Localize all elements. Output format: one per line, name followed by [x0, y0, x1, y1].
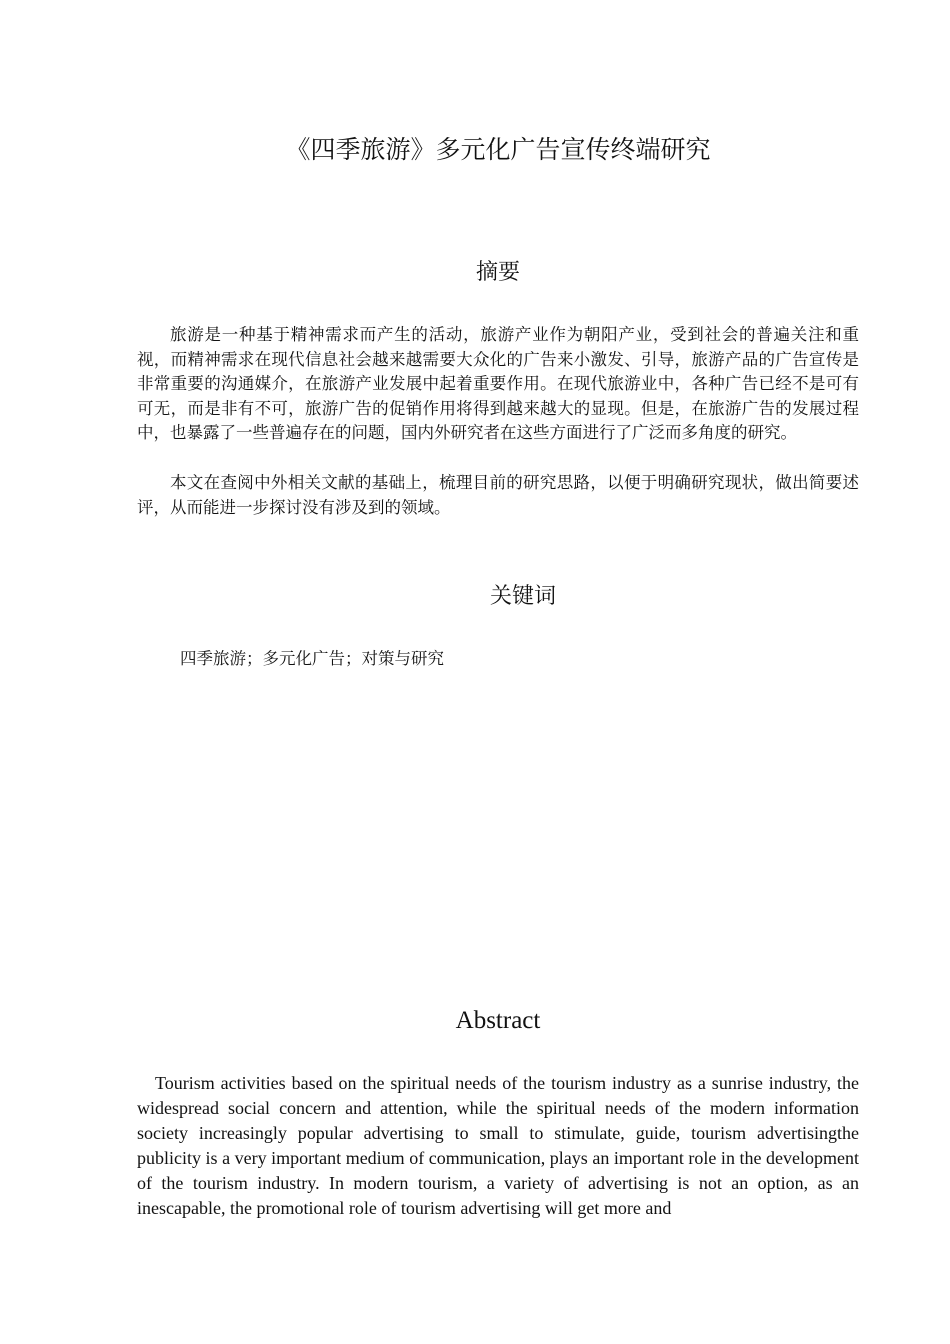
abstract-en-heading: Abstract [455, 1007, 541, 1034]
abstract-cn-heading: 摘要 [475, 260, 520, 285]
keywords-cn-heading: 关键词 [489, 584, 556, 609]
abstract-cn-paragraph-2: 本文在查阅中外相关文献的基础上，梳理目前的研究思路，以便于明确研究现状，做出简要述评，从而能进一步探讨没有涉及到的领域。 [137, 473, 859, 517]
abstract-cn-paragraph-1: 旅游是一种基于精神需求而产生的活动，旅游产业作为朝阳产业，受到社会的普遍关注和重视，而精神需求在现代信息社会越来越需要大众化的广告来小激发、引导，旅游产品的广告宣传是非常重要的沟通媒介，在旅游产业发展中起着重要作用。在现代旅游业中，各种广告已经不是可有可无，而是非有不可，旅游广告的促销作用将得到越来越大的显现。但是，在旅游广告的发展过程中，也暴露了一些普遍存在的问题，国内外研究者在这些方面进行了广泛而多角度的研究。 [137, 325, 859, 443]
document-title: 《四季旅游》多元化广告宣传终端研究 [285, 135, 711, 164]
abstract-en-paragraph: Tourism activities based on the spiritual needs of the tourism industry as a sunrise industry, the widespread social concern and attention, while the spiritual needs of the modern information society increasingly popular advertising to small to stimulate, guide, tourism advertisingthe publicity is a very important medium of communication, plays an important role in the development of the tourism industry. In modern tourism, a variety of advertising is not an option, as an inescapable, the promotional role of tourism advertising will get more and [137, 1073, 859, 1218]
keywords-cn-text: 四季旅游；多元化广告；对策与研究 [180, 649, 444, 668]
